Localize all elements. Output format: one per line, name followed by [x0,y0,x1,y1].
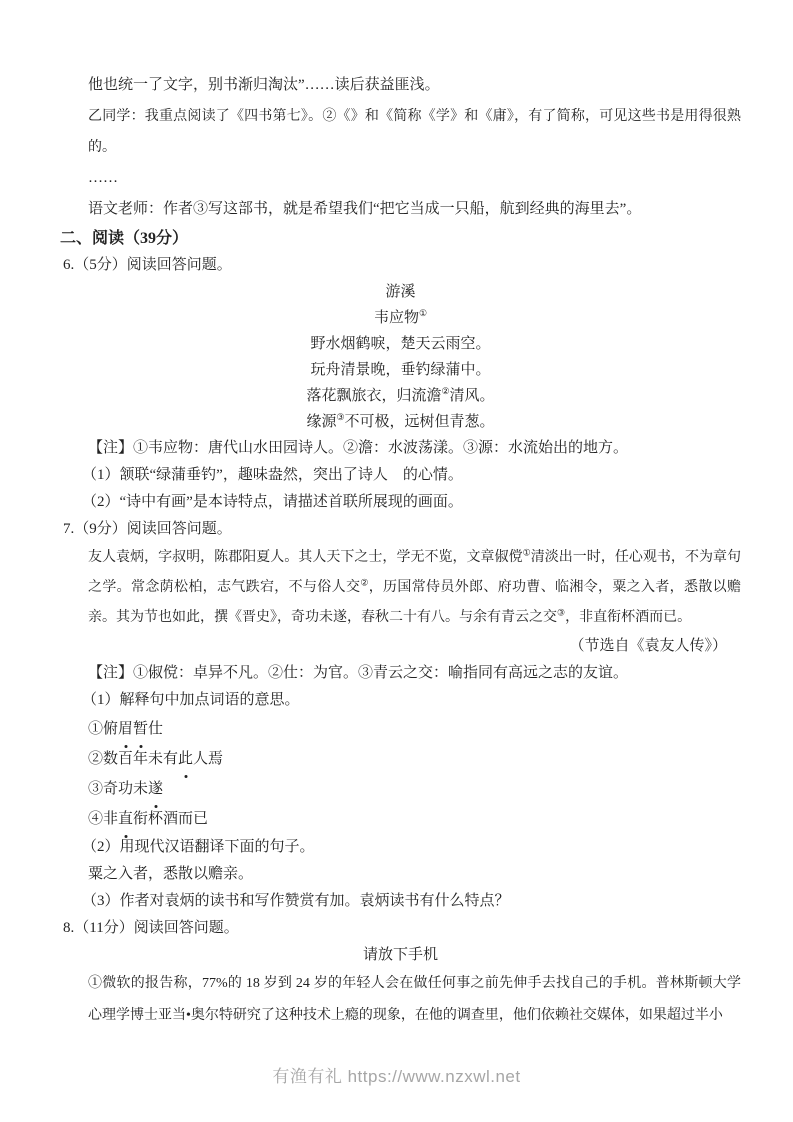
word-item-3: ③奇功未遂 [60,774,741,804]
dialogue-ellipsis: …… [88,170,118,186]
translation-sentence: 粟之入者，悉散以赡亲。 [88,866,254,882]
poem-line-1: 野水烟鹤唳，楚天云雨空。 [310,336,491,352]
question-7-sub-1: （1）解释句中加点词语的意思。 [82,692,300,708]
dotted-word: 遂 [148,781,163,797]
dotted-word: 此 [178,751,193,767]
question-6-header: 6.（5分）阅读回答问题。 [63,257,232,273]
word-item-2: ②数百年未有此人焉 [60,744,741,774]
poem-author: 韦应物① [373,308,428,326]
article-paragraph-1: ①微软的报告称，77%的 18 岁到 24 岁的年轻人会在做任何事之前先伸手去找自己的手机。普林斯顿大学心理学博士亚当•奥尔特研究了这种技术上瘾的现象，在他的调查里，他们依赖社交媒体，如果超过半小 [88,976,741,1023]
note-marker-1: ① [418,308,428,318]
question-7-sub-3: （3）作者对袁炳的读书和写作赞赏有加。袁炳读书有什么特点？ [82,893,510,909]
poem-line-2: 玩舟清景晚，垂钓绿蒲中。 [310,362,491,378]
poem-line-3: 落花飘旅衣，归流澹②清风。 [306,386,495,404]
question-7-note: 【注】①俶傥：卓异不凡。②仕：为官。③青云之交：喻指同有高远之志的友谊。 [88,665,629,681]
note-marker-1: ① [522,547,531,558]
question-6-note: 【注】①韦应物：唐代山水田园诗人。②澹：水波荡漾。③源：水流始出的地方。 [88,440,629,456]
article-title: 请放下手机 [362,947,438,963]
watermark-footer: 有渔有礼 https://www.nzxwl.net [272,1067,521,1086]
question-8-header: 8.（11分）阅读回答问题。 [63,920,239,936]
passage-source: （节选自《袁友人传》） [569,638,727,654]
question-6-sub-1: （1）颔联“绿蒲垂钓”，趣味盎然，突出了诗人 的心情。 [82,467,463,483]
question-7-header: 7.（9分）阅读回答问题。 [63,521,232,537]
note-marker-2: ② [441,386,450,396]
note-marker-2: ② [360,577,369,588]
note-marker-3: ③ [336,412,345,422]
question-7-sub-2: （2）用现代汉语翻译下面的句子。 [82,839,315,855]
word-item-4: ④非直衔杯酒而已 [60,804,741,834]
dialogue-teacher-line: 语文老师：作者③写这部书，就是希望我们“把它当成一只船，航到经典的海里去”。 [88,201,642,217]
dialogue-line-1: 他也统一了文字，别书渐归淘汰”……读后获益匪浅。 [88,77,440,93]
note-marker-3: ③ [557,607,566,618]
dialogue-line-2: 乙同学：我重点阅读了《四书第七》。②《》和《简称《学》和《庸》，有了简称，可见这些书是用得很熟的。 [88,109,741,155]
question-7-passage: 友人袁炳，字叔明，陈郡阳夏人。其人天下之士，学无不览，文章俶傥①清淡出一时，任心观书，不为章句之学。常念荫松柏，志气跌宕，不与俗人交②，历国常侍员外郎、府功曹、临湘令，粟之入者，悉散以赡亲。其为节也如此，撰《晋史》，奇功未遂，春秋二十有八。与余有青云之交③，非直衔杯酒而已。 [88,547,742,625]
poem-title: 游溪 [385,284,416,300]
dotted-word: 眉暂 [118,721,148,737]
section-title: 二、阅读（39分） [60,230,189,247]
word-item-1: ①俯眉暂仕 [60,714,741,744]
poem-line-4: 缘源③不可极，远树但青葱。 [306,412,495,430]
question-6-sub-2: （2）“诗中有画”是本诗特点，请描述首联所展现的画面。 [82,494,463,510]
dotted-word: 直 [118,811,133,827]
